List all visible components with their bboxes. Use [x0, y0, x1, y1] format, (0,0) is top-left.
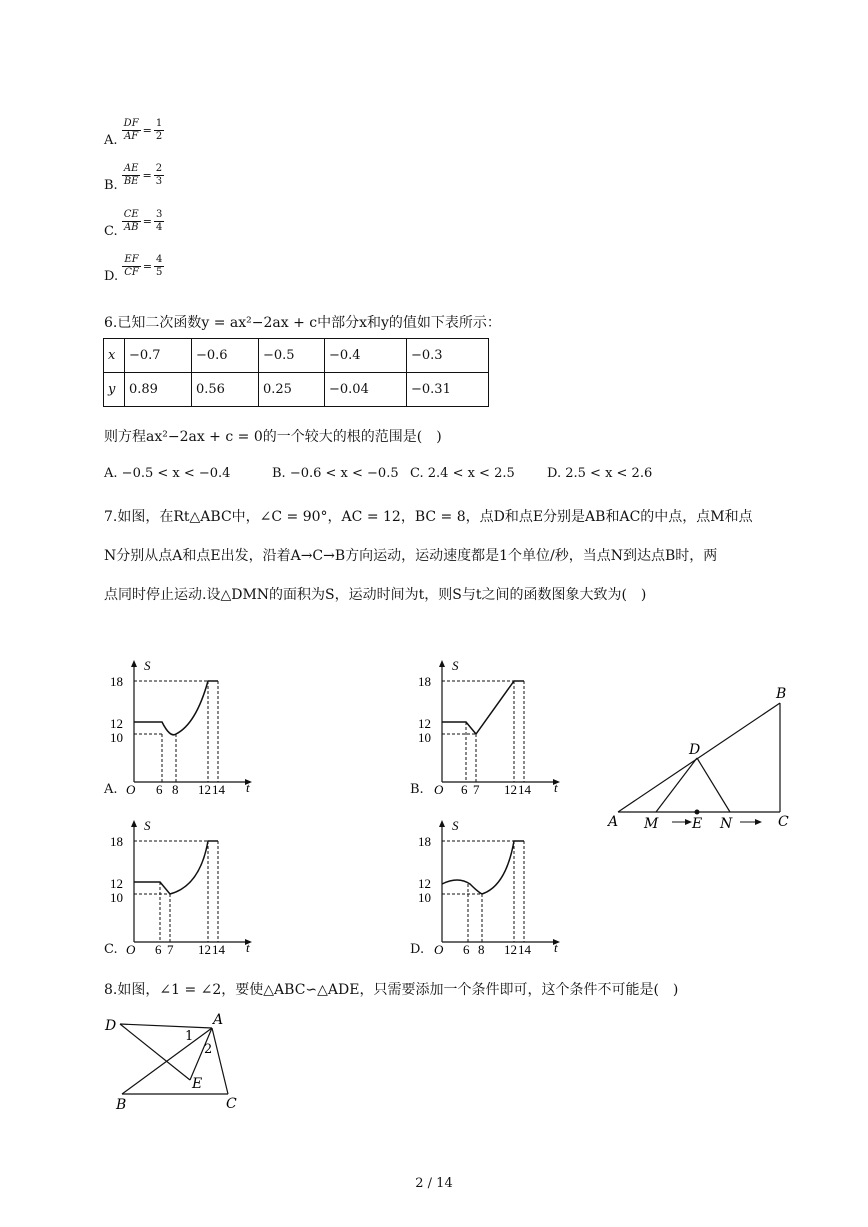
fraction-left: [122, 209, 141, 234]
option-letter: C.: [410, 466, 424, 481]
fraction-num: EF: [122, 254, 141, 267]
x-axis-label: t: [554, 940, 558, 955]
function-curve: [134, 681, 218, 735]
graph-svg: [100, 652, 260, 802]
fraction-num: 3: [155, 209, 163, 220]
x-tick-label: 6: [156, 782, 163, 797]
x-tick-label: 6: [155, 942, 162, 957]
table-cell: −0.4: [325, 339, 407, 373]
option-text: 2.4 < x < 2.5: [427, 466, 515, 481]
option-letter: C.: [104, 224, 118, 239]
y-tick-label: 18: [418, 834, 431, 849]
option-letter: D.: [410, 942, 425, 957]
label-a: A: [213, 1012, 224, 1028]
option-letter: A.: [104, 466, 118, 481]
x-tick-label: 8: [478, 942, 485, 957]
option-text: −0.5 < x < −0.4: [121, 466, 231, 481]
option-letter: C.: [104, 942, 118, 957]
table-row: [104, 373, 489, 407]
label-d: D: [105, 1018, 117, 1034]
y-axis-label: S: [144, 818, 151, 833]
point-e: [695, 810, 700, 815]
page-number: 2 / 14: [415, 1176, 453, 1191]
y-tick-label: 18: [418, 674, 431, 689]
triangle-svg: [600, 682, 800, 832]
origin-label: O: [434, 782, 444, 797]
y-tick-label: 10: [418, 730, 431, 745]
q5-option-d: [104, 254, 164, 284]
table-cell: −0.3: [407, 339, 489, 373]
q6-stem: 6.已知二次函数y = ax²−2ax + c中部分x和y的值如下表所示：: [104, 315, 501, 331]
fraction-num: 2: [155, 163, 163, 174]
q7-triangle-figure: [600, 682, 800, 832]
q5-option-a: [104, 118, 164, 148]
label-b: B: [776, 686, 787, 702]
table-cell: −0.04: [325, 373, 407, 407]
table-cell: −0.6: [192, 339, 259, 373]
fraction-den: 4: [155, 222, 163, 233]
fraction-left: [122, 118, 141, 143]
label-c: C: [226, 1096, 237, 1112]
fraction-right: [154, 209, 164, 234]
x-tick-label: 12: [504, 942, 517, 957]
fraction-den: AF: [124, 131, 139, 142]
table-cell: y: [104, 373, 125, 407]
y-tick-label: 18: [110, 674, 123, 689]
q6-option-d: [547, 466, 652, 481]
y-axis-label: S: [452, 658, 459, 673]
q7-line-3: 点同时停止运动.设△DMN的面积为S，运动时间为t，则S与t之间的函数图象大致为( ): [104, 587, 647, 603]
origin-label: O: [126, 782, 136, 797]
q6-option-b: [272, 466, 399, 481]
y-axis-arrow: [439, 820, 445, 827]
q8-figure: [100, 1010, 250, 1115]
fraction-num: 4: [156, 254, 163, 265]
segment-dn: [697, 758, 730, 812]
q7-line-2: N分别从点A和点E出发，沿着A→C→B方向运动，运动速度都是1个单位/秒，当点N到达点B时，两: [104, 548, 718, 564]
fraction-den: 2: [155, 131, 163, 142]
option-text: 2.5 < x < 2.6: [565, 466, 653, 481]
angle-1-label: 1: [185, 1029, 194, 1044]
fraction-den: 3: [155, 176, 163, 187]
arrow-m-head: [685, 819, 692, 825]
origin-label: O: [434, 942, 444, 957]
angle-2-label: 2: [204, 1042, 213, 1057]
fraction-num: CE: [123, 209, 139, 220]
fraction-num: DF: [123, 118, 139, 129]
q6-value-table: [103, 338, 489, 407]
table-cell: −0.7: [125, 339, 192, 373]
function-curve: [442, 841, 524, 894]
fraction-den: 5: [156, 267, 163, 278]
option-letter: B.: [272, 466, 286, 481]
y-tick-label: 18: [110, 834, 123, 849]
graph-svg: [100, 812, 260, 962]
q6-question: 则方程ax²−2ax + c = 0的一个较大的根的范围是( ): [104, 429, 442, 445]
x-tick-label: 7: [167, 942, 174, 957]
fraction-den: AB: [123, 222, 139, 233]
segment-da: [120, 1024, 212, 1028]
x-tick-label: 7: [473, 782, 480, 797]
q8-stem: 8.如图，∠1 = ∠2，要使△ABC∽△ADE，只需要添加一个条件即可，这个条件不可能是( ): [104, 982, 679, 998]
q7-graph-b: [408, 652, 568, 802]
origin-label: O: [126, 942, 136, 957]
y-axis-arrow: [131, 820, 137, 827]
label-a: A: [608, 814, 619, 830]
table-row: [104, 339, 489, 373]
option-letter: D.: [104, 269, 119, 284]
option-letter: A.: [104, 133, 118, 148]
x-tick-label: 14: [518, 942, 531, 957]
y-axis-arrow: [439, 660, 445, 667]
q5-option-b: [104, 163, 164, 193]
equals-sign: =: [142, 260, 153, 273]
equals-sign: =: [142, 169, 152, 182]
y-tick-label: 12: [110, 716, 123, 731]
x-axis-label: t: [246, 780, 250, 795]
option-letter: D.: [547, 466, 562, 481]
fraction-num: 1: [155, 118, 163, 129]
fraction-right: [154, 254, 164, 279]
function-curve: [442, 681, 524, 734]
y-tick-label: 12: [110, 876, 123, 891]
fraction-den: BE: [123, 176, 139, 187]
q6-option-a: [104, 466, 230, 481]
table-cell: −0.5: [259, 339, 325, 373]
x-tick-label: 14: [518, 782, 531, 797]
fraction-left: [122, 254, 141, 279]
y-tick-label: 10: [110, 890, 123, 905]
label-m: M: [644, 816, 659, 832]
y-tick-label: 10: [418, 890, 431, 905]
equals-sign: =: [142, 124, 152, 137]
x-tick-label: 12: [198, 782, 211, 797]
table-cell: −0.31: [407, 373, 489, 407]
x-tick-label: 6: [461, 782, 468, 797]
x-tick-label: 12: [198, 942, 211, 957]
q7-graph-c: [100, 812, 260, 962]
q7-graph-a: [100, 652, 260, 802]
table-cell: 0.56: [192, 373, 259, 407]
fraction-den: CF: [124, 267, 139, 278]
y-tick-label: 12: [418, 876, 431, 891]
q7-graph-d: [408, 812, 568, 962]
option-letter: B.: [410, 782, 424, 797]
segment-dm: [656, 758, 697, 812]
table-cell: 0.25: [259, 373, 325, 407]
x-axis-label: t: [246, 940, 250, 955]
y-axis-arrow: [131, 660, 137, 667]
option-text: −0.6 < x < −0.5: [289, 466, 399, 481]
fraction-right: [154, 118, 164, 143]
x-tick-label: 8: [172, 782, 179, 797]
q5-option-c: [104, 209, 164, 239]
x-tick-label: 14: [212, 782, 225, 797]
graph-svg: [408, 812, 568, 962]
label-b: B: [116, 1097, 127, 1113]
y-axis-label: S: [452, 818, 459, 833]
fraction-right: [154, 163, 164, 188]
x-tick-label: 12: [504, 782, 517, 797]
x-axis-label: t: [554, 780, 558, 795]
q6-option-c: [410, 466, 515, 481]
table-cell: 0.89: [125, 373, 192, 407]
segment-ac: [212, 1028, 228, 1094]
graph-svg: [408, 652, 568, 802]
y-tick-label: 12: [418, 716, 431, 731]
y-axis-label: S: [144, 658, 151, 673]
equals-sign: =: [142, 215, 152, 228]
q7-line-1: 7.如图，在Rt△ABC中，∠C = 90°，AC = 12，BC = 8，点D和点E分别是AB和AC的中点，点M和点: [104, 509, 753, 525]
option-letter: B.: [104, 178, 118, 193]
fraction-left: [122, 163, 141, 188]
y-tick-label: 10: [110, 730, 123, 745]
x-tick-label: 6: [463, 942, 470, 957]
label-e: E: [692, 816, 703, 832]
option-letter: A.: [104, 782, 118, 797]
label-d: D: [689, 742, 701, 758]
label-c: C: [778, 814, 789, 830]
table-cell: x: [104, 339, 125, 373]
label-e: E: [192, 1076, 203, 1092]
fraction-num: AE: [122, 163, 141, 176]
q8-figure-svg: [100, 1010, 250, 1115]
label-n: N: [720, 816, 733, 832]
arrow-n-head: [755, 819, 762, 825]
function-curve: [134, 841, 218, 894]
x-tick-label: 14: [212, 942, 225, 957]
